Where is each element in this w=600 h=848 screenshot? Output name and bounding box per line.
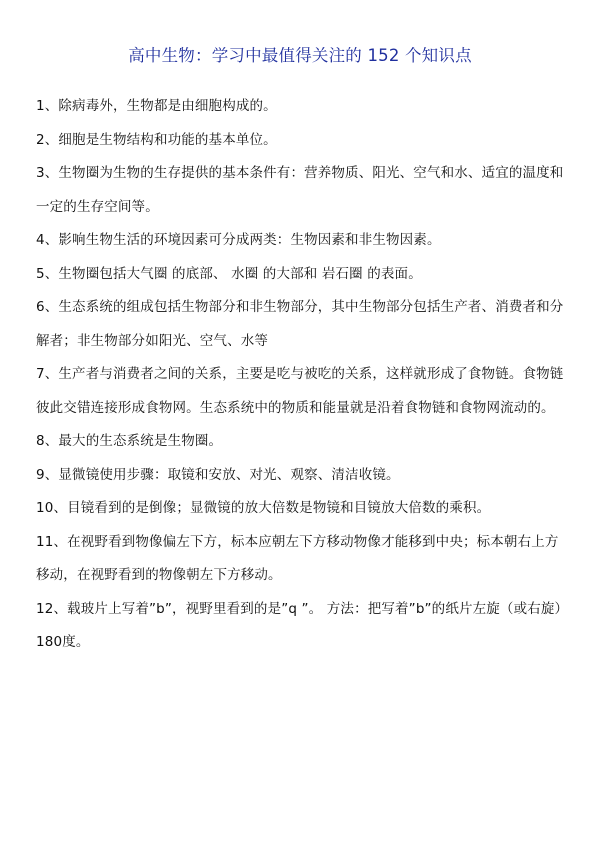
knowledge-point-list — [36, 90, 564, 660]
knowledge-point-9: 9、显微镜使用步骤：取镜和安放、对光、观察、清洁收镜。 — [36, 466, 400, 483]
knowledge-point-8: 8、最大的生态系统是生物圈。 — [36, 433, 223, 449]
knowledge-point-2: 2、细胞是生物结构和功能的基本单位。 — [36, 131, 277, 148]
knowledge-point-10: 10、目镜看到的是倒像；显微镜的放大倍数是物镜和目镜放大倍数的乘积。 — [36, 500, 491, 516]
knowledge-point-5: 5、生物圈包括大气圈 的底部、 水圈 的大部和 岩石圈 的表面。 — [36, 265, 422, 282]
knowledge-point-12: 12、载玻片上写着”b”，视野里看到的是”q ”。 方法：把写着”b”的纸片左旋（或右旋）180度。 — [36, 600, 562, 650]
knowledge-point-6: 6、生态系统的组成包括生物部分和非生物部分，其中生物部分包括生产者、消费者和分解者；非生物部分如阳光、空气、水等 — [36, 299, 564, 349]
knowledge-point-11: 11、在视野看到物像偏左下方，标本应朝左下方移动物像才能移到中央；标本朝右上方移动，在视野看到的物像朝左下方移动。 — [36, 533, 559, 583]
knowledge-point-7: 7、生产者与消费者之间的关系，主要是吃与被吃的关系，这样就形成了食物链。食物链彼此交错连接形成食物网。生态系统中的物质和能量就是沿着食物链和食物网流动的。 — [36, 366, 564, 416]
knowledge-point-4: 4、影响生物生活的环境因素可分成两类：生物因素和非生物因素。 — [36, 232, 441, 248]
knowledge-point-3: 3、生物圈为生物的生存提供的基本条件有：营养物质、阳光、空气和水、适宜的温度和一定的生存空间等。 — [36, 165, 564, 215]
document-title: 高中生物：学习中最值得关注的 152 个知识点 — [128, 46, 472, 65]
knowledge-point-1: 1、除病毒外，生物都是由细胞构成的。 — [36, 98, 277, 114]
